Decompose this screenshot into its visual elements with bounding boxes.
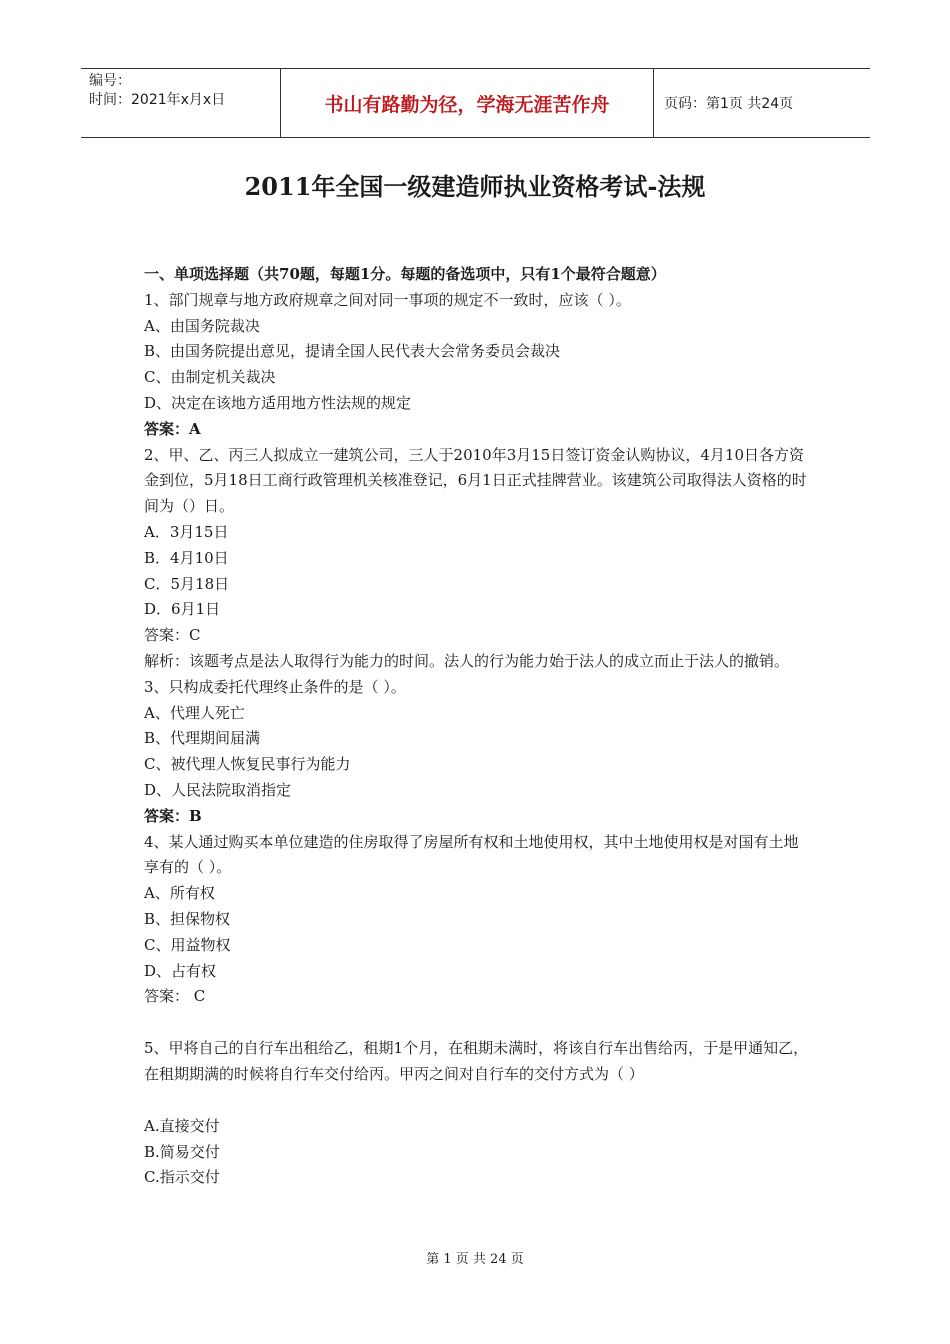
- question-2-stem: 2、甲、乙、丙三人拟成立一建筑公司，三人于2010年3月15日签订资金认购协议，4月10日各方资金到位，5月18日工商行政管理机关核准登记，6月1日正式挂牌营业。该建筑公司取得法人资格的时间为（）日。: [144, 445, 807, 516]
- question-3-answer: 答案：B: [144, 806, 202, 825]
- question-4-stem: 4、某人通过购买本单位建造的住房取得了房屋所有权和土地使用权，其中土地使用权是对国有土地享有的（ ）。: [144, 832, 799, 877]
- section-heading: 一、单项选择题（共70题，每题1分。每题的备选项中，只有1个最符合题意）: [144, 265, 666, 283]
- question-2-option-c: C．5月18日: [144, 574, 230, 593]
- question-2-option-d: D．6月1日: [144, 600, 221, 619]
- question-1-option-d: D、决定在该地方适用地方性法规的规定: [144, 393, 412, 412]
- header-table: [81, 68, 870, 138]
- question-2-option-b: B．4月10日: [144, 548, 229, 567]
- question-5-option-a: A.直接交付: [144, 1116, 220, 1135]
- question-4-option-c: C、用益物权: [144, 935, 231, 954]
- blank-line: [144, 1010, 810, 1036]
- question-3-option-a: A、代理人死亡: [144, 703, 245, 722]
- page-footer: 第 1 页 共 24 页: [426, 1252, 524, 1267]
- question-4-answer: 答案： C: [144, 987, 206, 1006]
- question-2-analysis: 解析：该题考点是法人取得行为能力的时间。法人的行为能力始于法人的成立而止于法人的撤销。: [144, 651, 790, 670]
- question-3-option-d: D、人民法院取消指定: [144, 780, 292, 799]
- question-5-stem: 5、甲将自己的自行车出租给乙，租期1个月，在租期未满时，将该自行车出售给丙，于是甲通知乙，在租期期满的时候将自行车交付给丙。甲丙之间对自行车的交付方式为（ ）: [144, 1039, 809, 1083]
- question-1-answer: 答案：A: [144, 419, 201, 438]
- question-1-stem: 1、部门规章与地方政府规章之间对同一事项的规定不一致时，应该（ ）。: [144, 290, 631, 309]
- serial-label: 编号：: [89, 73, 131, 89]
- question-5-option-b: B.简易交付: [144, 1142, 220, 1161]
- document-title: 2011年全国一级建造师执业资格考试-法规: [244, 172, 706, 201]
- question-4-option-d: D、占有权: [144, 961, 217, 980]
- question-1-option-a: A、由国务院裁决: [144, 316, 260, 335]
- question-3-option-b: B、代理期间届满: [144, 729, 261, 748]
- question-2-answer: 答案：C: [144, 626, 201, 645]
- date-line: 时间：2021年x月x日: [89, 92, 226, 108]
- document-body: [144, 262, 810, 1191]
- motto: 书山有路勤为径，学海无涯苦作舟: [281, 69, 654, 137]
- question-1-option-c: C、由制定机关裁决: [144, 368, 276, 387]
- page-info: 页码：第1页 共24页: [664, 96, 794, 112]
- question-2-option-a: A．3月15日: [144, 522, 229, 541]
- question-5-option-c: C.指示交付: [144, 1168, 220, 1187]
- question-4-option-b: B、担保物权: [144, 909, 231, 928]
- header-left-cell: [81, 69, 281, 137]
- blank-line: [144, 1088, 810, 1114]
- question-1-option-b: B、由国务院提出意见，提请全国人民代表大会常务委员会裁决: [144, 342, 561, 361]
- question-3-stem: 3、只构成委托代理终止条件的是（ ）。: [144, 677, 406, 696]
- question-3-option-c: C、被代理人恢复民事行为能力: [144, 755, 351, 774]
- question-4-option-a: A、所有权: [144, 884, 215, 903]
